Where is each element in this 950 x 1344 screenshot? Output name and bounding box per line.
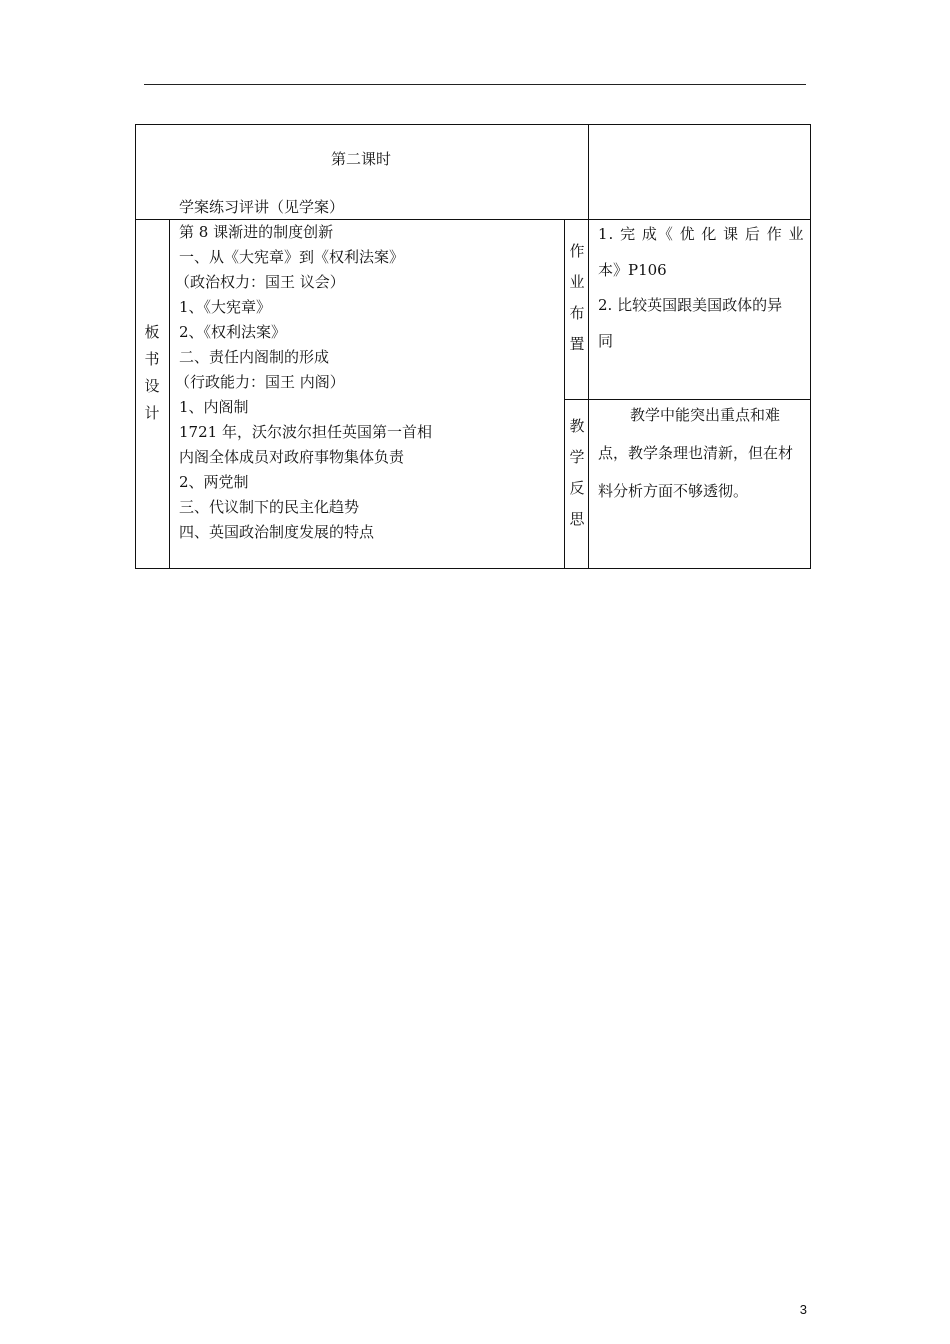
table-side-row-divider: [564, 399, 811, 400]
header-rule: [144, 84, 806, 85]
board-line: 2、《权利法案》: [179, 323, 287, 341]
reflection-label-char: 学: [569, 448, 585, 466]
reflection-line: 教学中能突出重点和难: [630, 406, 781, 424]
board-design-label: [142, 319, 162, 427]
table-col-divider-side-label: [564, 219, 565, 569]
board-line: 第 8 课渐进的制度创新: [179, 223, 334, 241]
board-line: 1721 年，沃尔波尔担任英国第一首相: [179, 423, 432, 441]
board-line: 二、责任内阁制的形成: [179, 348, 330, 366]
table-border-left: [135, 124, 136, 569]
board-line: 内阁全体成员对政府事物集体负责: [179, 448, 405, 466]
reflection-label-char: 教: [569, 417, 585, 435]
board-line: 三、代议制下的民主化趋势: [179, 498, 360, 516]
reflection-line: 料分析方面不够透彻。: [598, 482, 749, 500]
homework-label-char: 置: [569, 335, 585, 353]
board-label-char: 板: [144, 323, 160, 341]
board-line: 1、《大宪章》: [179, 298, 272, 316]
board-line: （政治权力：国王 议会）: [175, 273, 345, 291]
homework-label-char: 布: [569, 304, 585, 322]
homework-line: 1. 完 成《 优 化 课 后 作 业: [598, 225, 805, 243]
board-label-char: 书: [144, 350, 160, 368]
table-col-divider-board-label: [169, 219, 170, 569]
homework-label: [567, 236, 587, 360]
page-number: 3: [799, 1302, 807, 1317]
board-line: 一、从《大宪章》到《权利法案》: [179, 248, 405, 266]
reflection-label-char: 反: [569, 479, 585, 497]
reflection-label-char: 思: [569, 510, 585, 528]
reflection-line: 点，教学条理也清新，但在材: [598, 444, 794, 462]
homework-label-char: 作: [569, 242, 585, 260]
lesson-title: 第二课时: [331, 150, 392, 168]
board-label-char: 计: [144, 404, 160, 422]
review-note: 学案练习评讲（见学案）: [179, 198, 345, 216]
board-line: 四、英国政治制度发展的特点: [179, 523, 375, 541]
table-col-divider-main: [588, 124, 589, 569]
board-label-char: 设: [144, 377, 160, 395]
homework-line: 本》P106: [598, 261, 667, 279]
board-line: 1、内阁制: [179, 398, 249, 416]
table-border-bottom: [135, 568, 811, 569]
homework-line: 2. 比较英国跟美国政体的异: [598, 296, 783, 314]
homework-line: 同: [598, 332, 614, 350]
table-border-top: [135, 124, 811, 125]
board-line: （行政能力：国王 内阁）: [175, 373, 345, 391]
board-line: 2、两党制: [179, 473, 249, 491]
reflection-label: [567, 411, 587, 535]
table-border-right: [810, 124, 811, 569]
homework-label-char: 业: [569, 273, 585, 291]
